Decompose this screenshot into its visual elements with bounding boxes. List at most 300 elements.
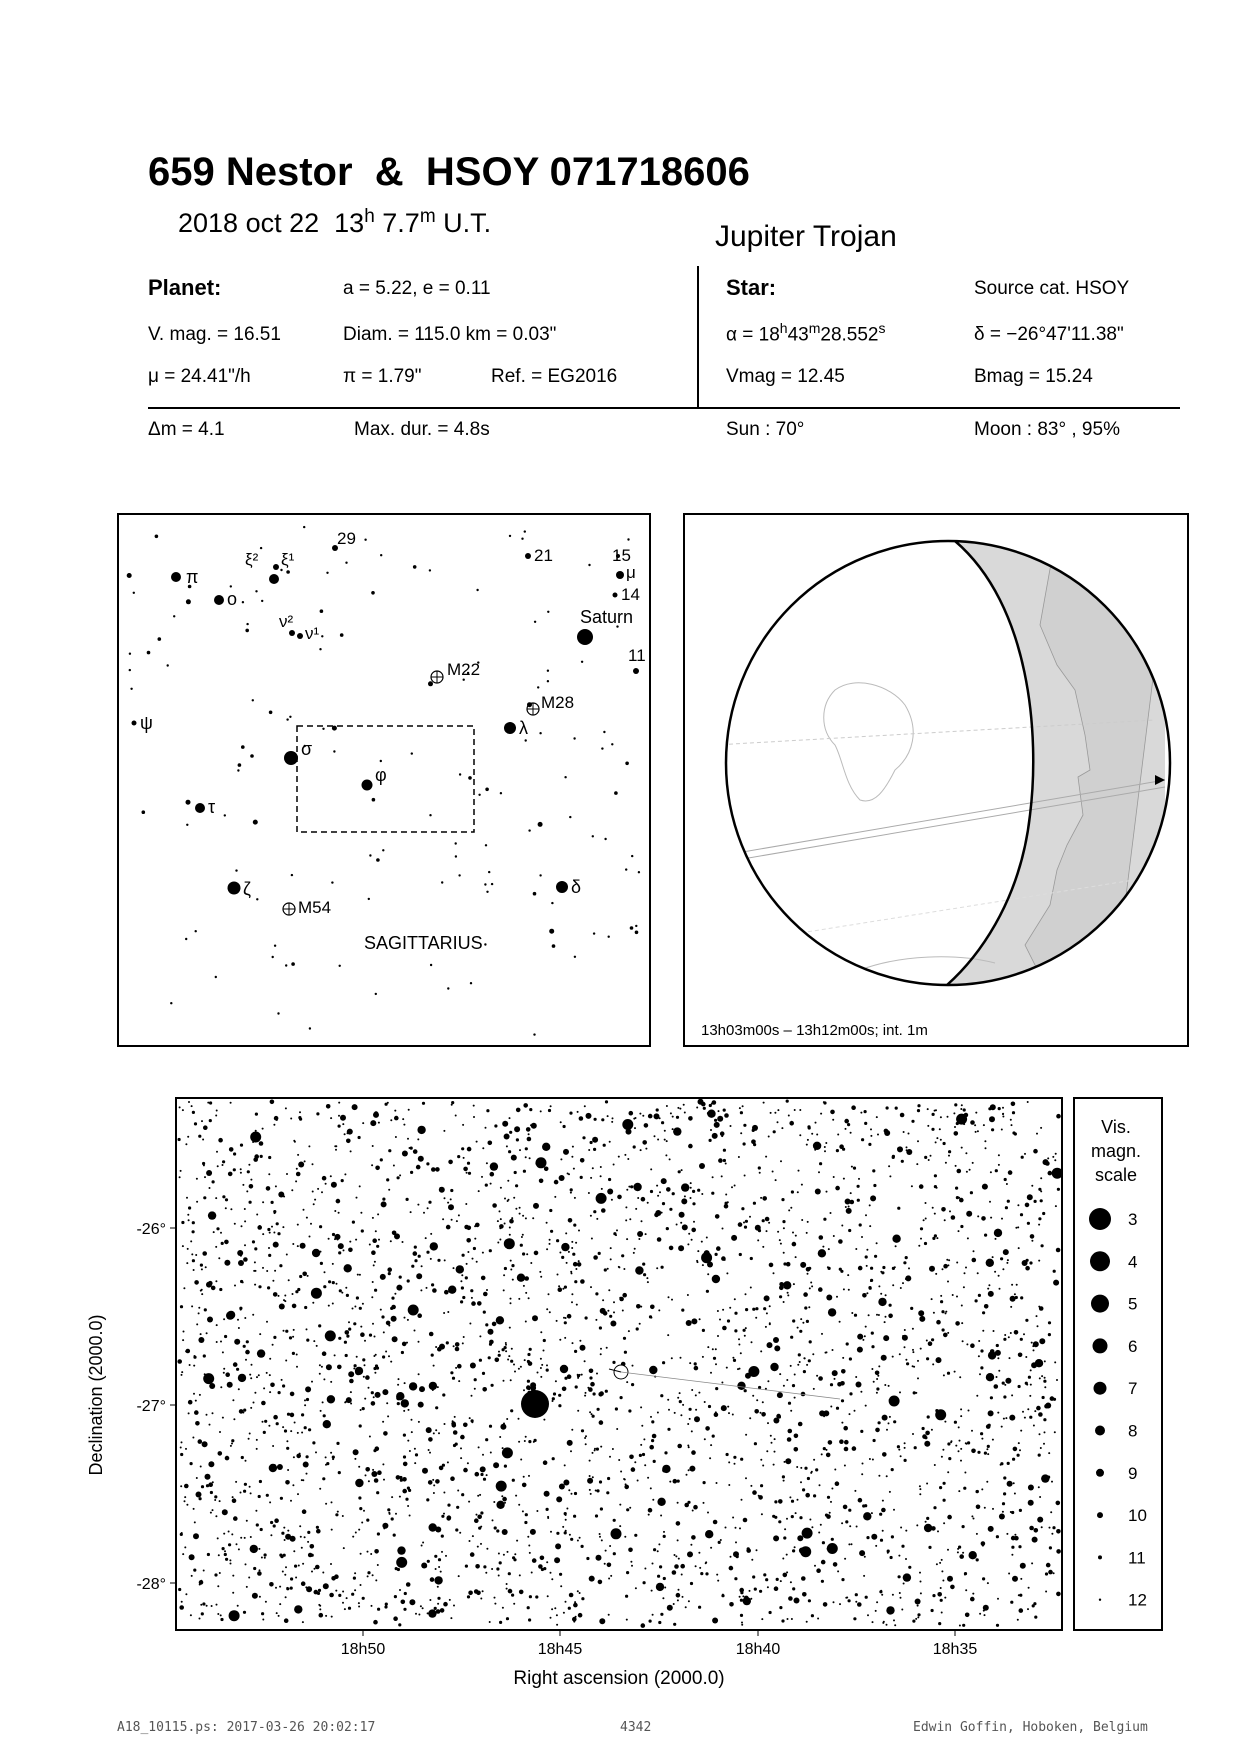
field-star bbox=[232, 1592, 234, 1594]
field-star bbox=[987, 1582, 989, 1584]
field-star bbox=[499, 1436, 501, 1438]
field-star bbox=[511, 1217, 513, 1219]
field-star bbox=[502, 1348, 505, 1351]
background-star bbox=[601, 747, 603, 749]
field-star bbox=[421, 1265, 423, 1267]
field-star bbox=[780, 1580, 782, 1582]
field-star bbox=[195, 1400, 197, 1402]
field-star bbox=[726, 1453, 729, 1456]
field-star bbox=[878, 1475, 880, 1477]
field-star bbox=[500, 1187, 502, 1189]
field-star bbox=[1022, 1411, 1024, 1413]
field-star bbox=[595, 1514, 598, 1517]
field-star bbox=[219, 1431, 221, 1433]
field-star bbox=[554, 1196, 556, 1198]
field-star bbox=[810, 1282, 812, 1284]
field-star bbox=[433, 1492, 435, 1494]
field-star bbox=[179, 1106, 181, 1108]
field-star bbox=[312, 1249, 320, 1257]
field-star bbox=[770, 1363, 778, 1371]
field-star bbox=[675, 1555, 677, 1557]
field-star bbox=[941, 1559, 943, 1561]
background-star bbox=[488, 871, 490, 873]
field-star bbox=[745, 1327, 747, 1329]
field-star bbox=[866, 1265, 868, 1267]
field-star bbox=[673, 1623, 676, 1626]
background-star bbox=[130, 688, 132, 690]
field-star bbox=[799, 1516, 802, 1519]
field-star bbox=[640, 1444, 642, 1446]
field-star bbox=[857, 1199, 860, 1202]
field-star bbox=[971, 1515, 973, 1517]
field-star bbox=[211, 1605, 213, 1607]
field-star bbox=[249, 1201, 252, 1204]
field-star bbox=[371, 1401, 376, 1406]
field-star bbox=[213, 1231, 215, 1233]
background-star bbox=[631, 855, 633, 857]
field-star bbox=[450, 1476, 455, 1481]
field-star bbox=[876, 1392, 878, 1394]
field-star bbox=[1024, 1153, 1026, 1155]
field-star bbox=[702, 1329, 705, 1332]
field-star bbox=[269, 1358, 271, 1360]
field-star bbox=[187, 1136, 189, 1138]
field-star bbox=[742, 1595, 744, 1597]
field-star bbox=[508, 1589, 513, 1594]
field-star bbox=[524, 1440, 526, 1442]
field-star bbox=[450, 1189, 453, 1192]
field-star bbox=[1014, 1330, 1019, 1335]
field-star bbox=[782, 1220, 785, 1223]
field-star bbox=[510, 1302, 512, 1304]
field-star bbox=[224, 1335, 227, 1338]
field-star bbox=[527, 1380, 530, 1383]
field-star bbox=[778, 1415, 781, 1418]
field-star bbox=[1056, 1248, 1061, 1253]
field-star bbox=[1006, 1533, 1008, 1535]
field-star bbox=[188, 1400, 193, 1405]
field-star bbox=[941, 1570, 943, 1572]
field-star bbox=[695, 1394, 697, 1396]
field-star bbox=[807, 1221, 809, 1223]
field-star bbox=[662, 1361, 665, 1364]
field-star bbox=[242, 1412, 244, 1414]
field-star bbox=[664, 1451, 667, 1454]
field-star bbox=[411, 1265, 414, 1268]
field-star bbox=[322, 1176, 327, 1181]
field-star bbox=[568, 1173, 570, 1175]
field-star bbox=[656, 1583, 664, 1591]
field-star bbox=[238, 1548, 240, 1550]
field-star bbox=[841, 1369, 846, 1374]
field-star bbox=[915, 1599, 921, 1605]
field-star bbox=[528, 1475, 530, 1477]
field-star bbox=[1017, 1204, 1019, 1206]
field-star bbox=[417, 1126, 425, 1134]
field-star bbox=[700, 1572, 703, 1575]
field-star bbox=[904, 1329, 906, 1331]
field-star bbox=[589, 1460, 591, 1462]
field-star bbox=[325, 1330, 336, 1341]
field-star bbox=[681, 1574, 683, 1576]
background-star bbox=[478, 794, 480, 796]
field-star bbox=[743, 1124, 746, 1127]
field-star bbox=[529, 1595, 532, 1598]
field-star bbox=[192, 1259, 195, 1262]
field-star bbox=[734, 1463, 736, 1465]
field-star bbox=[640, 1149, 642, 1151]
field-star bbox=[278, 1295, 280, 1297]
field-star bbox=[570, 1192, 572, 1194]
field-star bbox=[182, 1245, 184, 1247]
field-star bbox=[463, 1157, 465, 1159]
field-star bbox=[1018, 1594, 1020, 1596]
field-star bbox=[615, 1234, 617, 1236]
field-star bbox=[934, 1464, 936, 1466]
field-star bbox=[857, 1334, 863, 1340]
field-star bbox=[403, 1434, 406, 1437]
field-star bbox=[228, 1543, 231, 1546]
field-star bbox=[991, 1128, 994, 1131]
field-star bbox=[1043, 1443, 1045, 1445]
field-star bbox=[689, 1466, 695, 1472]
background-star bbox=[170, 1002, 172, 1004]
field-star bbox=[428, 1437, 433, 1442]
field-star bbox=[273, 1524, 276, 1527]
field-star bbox=[511, 1348, 513, 1350]
field-star bbox=[1034, 1616, 1037, 1619]
field-star bbox=[870, 1267, 873, 1270]
field-star bbox=[543, 1350, 545, 1352]
field-star bbox=[745, 1477, 747, 1479]
field-star bbox=[789, 1121, 794, 1126]
field-star bbox=[204, 1373, 206, 1375]
field-star bbox=[734, 1298, 736, 1300]
field-star bbox=[741, 1624, 743, 1626]
field-star bbox=[600, 1353, 602, 1355]
field-star bbox=[546, 1364, 548, 1366]
label-nu1: ν¹ bbox=[305, 624, 320, 643]
star-psi bbox=[132, 721, 137, 726]
field-star bbox=[441, 1515, 444, 1518]
field-star bbox=[387, 1415, 389, 1417]
field-star bbox=[514, 1171, 517, 1174]
field-star bbox=[296, 1354, 298, 1356]
field-star bbox=[849, 1525, 851, 1527]
field-star bbox=[715, 1348, 717, 1350]
field-star bbox=[722, 1309, 724, 1311]
field-star bbox=[629, 1218, 631, 1220]
field-star bbox=[365, 1467, 370, 1472]
field-star bbox=[1045, 1572, 1048, 1575]
bright-star bbox=[521, 1390, 549, 1418]
field-star bbox=[358, 1136, 361, 1139]
field-star bbox=[955, 1445, 957, 1447]
field-star bbox=[222, 1164, 224, 1166]
field-star bbox=[888, 1385, 890, 1387]
field-star bbox=[216, 1110, 218, 1112]
field-star bbox=[488, 1141, 493, 1146]
field-star bbox=[552, 1457, 555, 1460]
field-star bbox=[988, 1284, 990, 1286]
field-star bbox=[185, 1143, 187, 1145]
field-star bbox=[782, 1475, 785, 1478]
field-star bbox=[767, 1422, 769, 1424]
field-star bbox=[990, 1396, 993, 1399]
field-star bbox=[202, 1162, 205, 1165]
field-star bbox=[837, 1134, 839, 1136]
field-star bbox=[803, 1292, 808, 1297]
background-star bbox=[484, 883, 486, 885]
field-star bbox=[899, 1391, 901, 1393]
field-star bbox=[220, 1618, 223, 1621]
field-star bbox=[455, 1115, 457, 1117]
field-star bbox=[536, 1157, 547, 1168]
field-star bbox=[373, 1355, 375, 1357]
field-star bbox=[935, 1141, 937, 1143]
field-star bbox=[1017, 1454, 1020, 1457]
star-phi bbox=[362, 780, 373, 791]
field-star bbox=[648, 1514, 650, 1516]
field-star bbox=[246, 1520, 248, 1522]
field-star bbox=[624, 1479, 626, 1481]
field-star bbox=[537, 1372, 539, 1374]
field-star bbox=[953, 1112, 955, 1114]
field-star bbox=[764, 1295, 770, 1301]
field-star bbox=[218, 1554, 220, 1556]
field-star bbox=[358, 1529, 360, 1531]
field-star bbox=[473, 1247, 476, 1250]
field-star bbox=[672, 1192, 675, 1195]
field-star bbox=[1045, 1161, 1050, 1166]
field-star bbox=[1004, 1178, 1007, 1181]
field-star bbox=[959, 1625, 961, 1627]
field-star bbox=[881, 1594, 883, 1596]
field-star bbox=[594, 1449, 596, 1451]
field-star bbox=[823, 1415, 825, 1417]
field-star bbox=[769, 1305, 771, 1307]
field-star bbox=[801, 1576, 806, 1581]
field-star bbox=[256, 1376, 258, 1378]
table-divider-vertical bbox=[697, 266, 699, 408]
background-star bbox=[581, 661, 583, 663]
field-star bbox=[431, 1167, 436, 1172]
field-star bbox=[388, 1149, 391, 1152]
field-star bbox=[639, 1454, 642, 1457]
field-star bbox=[864, 1122, 867, 1125]
field-star bbox=[277, 1464, 283, 1470]
field-star bbox=[904, 1442, 906, 1444]
field-star bbox=[225, 1372, 230, 1377]
field-star bbox=[372, 1574, 374, 1576]
field-star bbox=[716, 1574, 718, 1576]
legend-title-line1: Vis. bbox=[1101, 1117, 1131, 1137]
legend-label-11: 11 bbox=[1128, 1548, 1146, 1568]
field-star bbox=[373, 1264, 375, 1266]
field-star bbox=[705, 1426, 710, 1431]
field-star bbox=[562, 1526, 564, 1528]
field-star bbox=[1020, 1430, 1022, 1432]
field-star bbox=[511, 1155, 517, 1161]
field-star bbox=[332, 1456, 335, 1459]
field-star bbox=[779, 1606, 782, 1609]
field-star bbox=[344, 1133, 346, 1135]
field-star bbox=[973, 1250, 975, 1252]
field-star bbox=[240, 1492, 242, 1494]
field-star bbox=[442, 1188, 444, 1190]
background-star bbox=[255, 590, 257, 592]
field-star bbox=[198, 1312, 200, 1314]
field-star bbox=[233, 1152, 236, 1155]
field-star bbox=[813, 1142, 821, 1150]
field-star bbox=[422, 1102, 425, 1105]
field-star bbox=[1054, 1159, 1056, 1161]
field-star bbox=[798, 1353, 801, 1356]
field-star bbox=[546, 1222, 548, 1224]
field-star bbox=[762, 1246, 764, 1248]
field-star bbox=[765, 1578, 768, 1581]
field-star bbox=[244, 1208, 246, 1210]
field-star bbox=[669, 1208, 672, 1211]
field-star bbox=[801, 1219, 803, 1221]
field-star bbox=[196, 1323, 198, 1325]
field-star bbox=[642, 1140, 647, 1145]
field-star bbox=[503, 1554, 505, 1556]
field-star bbox=[299, 1275, 302, 1278]
field-star bbox=[241, 1225, 243, 1227]
field-star bbox=[940, 1599, 943, 1602]
field-star bbox=[732, 1517, 734, 1519]
field-star bbox=[886, 1624, 888, 1626]
field-star bbox=[903, 1573, 911, 1581]
field-star bbox=[460, 1300, 463, 1303]
field-star bbox=[860, 1391, 862, 1393]
field-star bbox=[698, 1606, 701, 1609]
field-star bbox=[206, 1282, 212, 1288]
field-star bbox=[900, 1597, 902, 1599]
field-star bbox=[559, 1252, 561, 1254]
background-star bbox=[539, 732, 541, 734]
field-star bbox=[710, 1444, 712, 1446]
field-star bbox=[899, 1353, 901, 1355]
field-star bbox=[541, 1364, 543, 1366]
field-star bbox=[833, 1562, 838, 1567]
background-star bbox=[340, 633, 344, 637]
field-star bbox=[791, 1500, 794, 1503]
field-star bbox=[216, 1151, 218, 1153]
field-star bbox=[599, 1326, 602, 1329]
field-star bbox=[212, 1412, 214, 1414]
field-star bbox=[231, 1443, 233, 1445]
field-star bbox=[292, 1336, 294, 1338]
field-star bbox=[518, 1441, 520, 1443]
field-star bbox=[1038, 1486, 1040, 1488]
field-star bbox=[635, 1208, 637, 1210]
field-star bbox=[862, 1293, 867, 1298]
field-star bbox=[982, 1311, 985, 1314]
field-star bbox=[335, 1513, 338, 1516]
field-star bbox=[297, 1493, 299, 1495]
field-star bbox=[200, 1466, 202, 1468]
background-star bbox=[147, 651, 151, 655]
field-star bbox=[502, 1447, 504, 1449]
field-star bbox=[543, 1419, 545, 1421]
field-star bbox=[571, 1493, 573, 1495]
field-star bbox=[496, 1316, 504, 1324]
field-star bbox=[940, 1300, 943, 1303]
field-star bbox=[596, 1193, 607, 1204]
field-star bbox=[809, 1287, 811, 1289]
field-star bbox=[516, 1108, 521, 1113]
field-star bbox=[644, 1123, 649, 1128]
field-star bbox=[816, 1375, 818, 1377]
field-star bbox=[849, 1357, 852, 1360]
field-star bbox=[740, 1458, 743, 1461]
legend-mark-8 bbox=[1095, 1426, 1105, 1436]
label-delta: δ bbox=[571, 877, 582, 897]
field-star bbox=[415, 1613, 417, 1615]
field-star bbox=[826, 1453, 831, 1458]
field-star bbox=[849, 1392, 852, 1395]
field-star bbox=[906, 1149, 908, 1151]
field-star bbox=[571, 1293, 573, 1295]
field-star bbox=[304, 1399, 306, 1401]
field-star bbox=[374, 1372, 376, 1374]
field-star bbox=[833, 1601, 835, 1603]
field-star bbox=[504, 1223, 506, 1225]
field-star bbox=[990, 1217, 992, 1219]
field-star bbox=[200, 1604, 202, 1606]
field-star bbox=[774, 1451, 776, 1453]
field-star bbox=[264, 1420, 267, 1423]
field-star bbox=[538, 1564, 543, 1569]
field-star bbox=[388, 1325, 390, 1327]
field-star bbox=[770, 1112, 772, 1114]
field-star bbox=[809, 1519, 811, 1521]
field-star bbox=[819, 1484, 821, 1486]
field-star bbox=[832, 1349, 834, 1351]
field-star bbox=[608, 1614, 610, 1616]
field-star bbox=[947, 1372, 950, 1375]
field-star bbox=[804, 1467, 807, 1470]
field-star bbox=[493, 1462, 499, 1468]
field-star bbox=[568, 1251, 570, 1253]
field-star bbox=[1018, 1442, 1020, 1444]
field-star bbox=[477, 1546, 479, 1548]
field-star bbox=[773, 1337, 779, 1343]
field-star bbox=[666, 1105, 668, 1107]
field-star bbox=[833, 1176, 835, 1178]
field-star bbox=[931, 1338, 934, 1341]
field-star bbox=[744, 1226, 747, 1229]
field-star bbox=[642, 1263, 645, 1266]
field-star bbox=[372, 1217, 374, 1219]
field-star bbox=[598, 1580, 603, 1585]
star-delta bbox=[556, 881, 568, 893]
field-star bbox=[762, 1196, 767, 1201]
field-star bbox=[225, 1207, 227, 1209]
field-star bbox=[705, 1562, 707, 1564]
field-star bbox=[381, 1315, 384, 1318]
field-star bbox=[817, 1618, 819, 1620]
field-star bbox=[721, 1594, 724, 1597]
field-star bbox=[792, 1242, 797, 1247]
field-star bbox=[1052, 1168, 1063, 1179]
field-star bbox=[841, 1225, 843, 1227]
field-star bbox=[1038, 1454, 1041, 1457]
field-star bbox=[253, 1402, 255, 1404]
field-star bbox=[388, 1355, 390, 1357]
